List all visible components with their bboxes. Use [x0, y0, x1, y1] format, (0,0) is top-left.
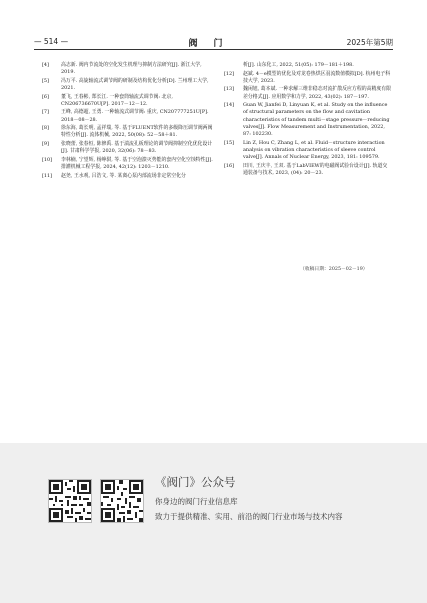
page-number: — 514 —: [34, 37, 69, 46]
reference-text: 高志新. 阀内节流处的空化发生机理与抑制方法研究[J]. 浙江大学, 2019.: [61, 62, 202, 76]
issue-label: 2025年第5期: [346, 38, 393, 47]
reference-item: [42, 141, 214, 156]
reference-item: [42, 94, 214, 109]
reference-text: Guan W, Jianfei D, Linyuan K, et al. Study on the influence of structural parameters on the flow and cavitation characteristics of tandem multi－stage pressure－reducing valves[J]. Flow Measurement and Instrumentation, 2022, 87: 102230.: [243, 102, 390, 138]
reference-text: 析[J]. 山东化工, 2022, 51(05): 179－181＋198.: [243, 62, 354, 68]
reference-number: [6]: [42, 93, 49, 100]
reference-item: [224, 163, 392, 178]
journal-name: 阀门: [188, 39, 239, 49]
reference-number: [7]: [42, 109, 49, 116]
wechat-account-title: 《阀门》公众号: [155, 475, 236, 489]
reference-item: [224, 62, 392, 69]
reference-text: 张晓蕾, 张春恒, 陈修禹. 基于湍流孔板理论的调节阀抑制空化优化设计[J]. 甘肃科学学报, 2020, 32(06): 78－83.: [61, 140, 213, 155]
reference-item: [42, 78, 214, 93]
qr-code-2: [100, 479, 144, 523]
reference-number: [8]: [42, 125, 49, 132]
qr-code-icon: [101, 480, 143, 522]
reference-item: [224, 86, 392, 101]
reference-number: [16]: [224, 162, 235, 169]
reference-text: 赵尧, 王水观, 吕浩文, 等. 某离心泵内部流场非定常空化分: [61, 172, 186, 179]
reference-number: [13]: [224, 86, 235, 93]
reference-item: [42, 173, 214, 180]
reference-item: [224, 71, 392, 86]
reference-item: [42, 62, 214, 77]
promo-band: [0, 443, 427, 603]
reference-text: 魏闲旭, 葛本斌. 一种求解三维非稳态对流扩散反应方程的高精度有限差分格式[J]. 应用数学和力学, 2022, 43(02): 187－197.: [243, 86, 392, 100]
references-left-column: [42, 62, 214, 181]
reference-item: [42, 109, 214, 124]
reference-text: 王峰, 高德超, 王勇. 一种轴流式调节阀: 重庆, CN207777251U[P]. 2018－08－28.: [61, 109, 209, 123]
wechat-description: 致力于提供精准、实用、前沿的阀门行业市场与技术内容: [155, 512, 343, 521]
reference-text: 徐东海, 葛长明, 孟祥瑞, 等. 基于FLUENT软件的多级降压调节阀两阀特性分析[J]. 流体机械, 2022, 50(08): 52－58＋81.: [61, 125, 213, 139]
references-right-column: [224, 62, 392, 179]
reference-number: [14]: [224, 102, 235, 109]
reference-number: [5]: [42, 77, 49, 84]
reference-number: [15]: [224, 139, 235, 146]
reference-number: [11]: [42, 172, 53, 179]
reference-text: 董飞, 王春彬, 郑长江. 一种套筒轴流式调节阀: 北京, CN206736670U[P]. 2017－12－12.: [61, 93, 173, 107]
reference-number: [12]: [224, 70, 235, 77]
wechat-slogan: 你身边的阀门行业信息库: [155, 497, 238, 506]
reference-text: 李林楠, 宁望辉, 杨峥骐, 等. 基于空泡溃灭势能的套内空化空蚀特性[J]. 排灌机械工程学报, 2024, 42(12): 1203－1210.: [61, 156, 213, 171]
reference-text: 冯万平. 高旋轴流式调节阀的研制及结构优化分析[D]. 兰州理工大学, 2021.: [61, 77, 209, 92]
reference-number: [9]: [42, 140, 49, 147]
reference-number: [4]: [42, 62, 49, 68]
reference-number: [10]: [42, 156, 53, 163]
qr-code-icon: [49, 480, 91, 522]
reference-item: [224, 102, 392, 138]
reference-text: 田川, 王庆丰, 王双. 基于LabVIEW的电磁阀试验台设计[J]. 轨道交通装备与技术, 2023, (04): 20－23.: [243, 162, 388, 176]
reference-text: 赵斌. 4－e模型的优化及对龙卷热烘区羽流数值模拟[D]. 杭州电子科技大学, 2023.: [243, 70, 391, 84]
received-date: （收稿日期：2025－02－19）: [300, 267, 368, 272]
reference-text: Lin Z, Hou C, Zhang L, et al. Fluid－structure interaction analysis on vibration characteristics of sleeve control valve[J]. Annals of Nuclear Energy, 2023, 181: 109579.: [243, 139, 385, 161]
reference-item: [224, 140, 392, 162]
reference-item: [42, 157, 214, 172]
reference-item: [42, 125, 214, 140]
qr-code-1: [48, 479, 92, 523]
page-header: [34, 37, 393, 50]
